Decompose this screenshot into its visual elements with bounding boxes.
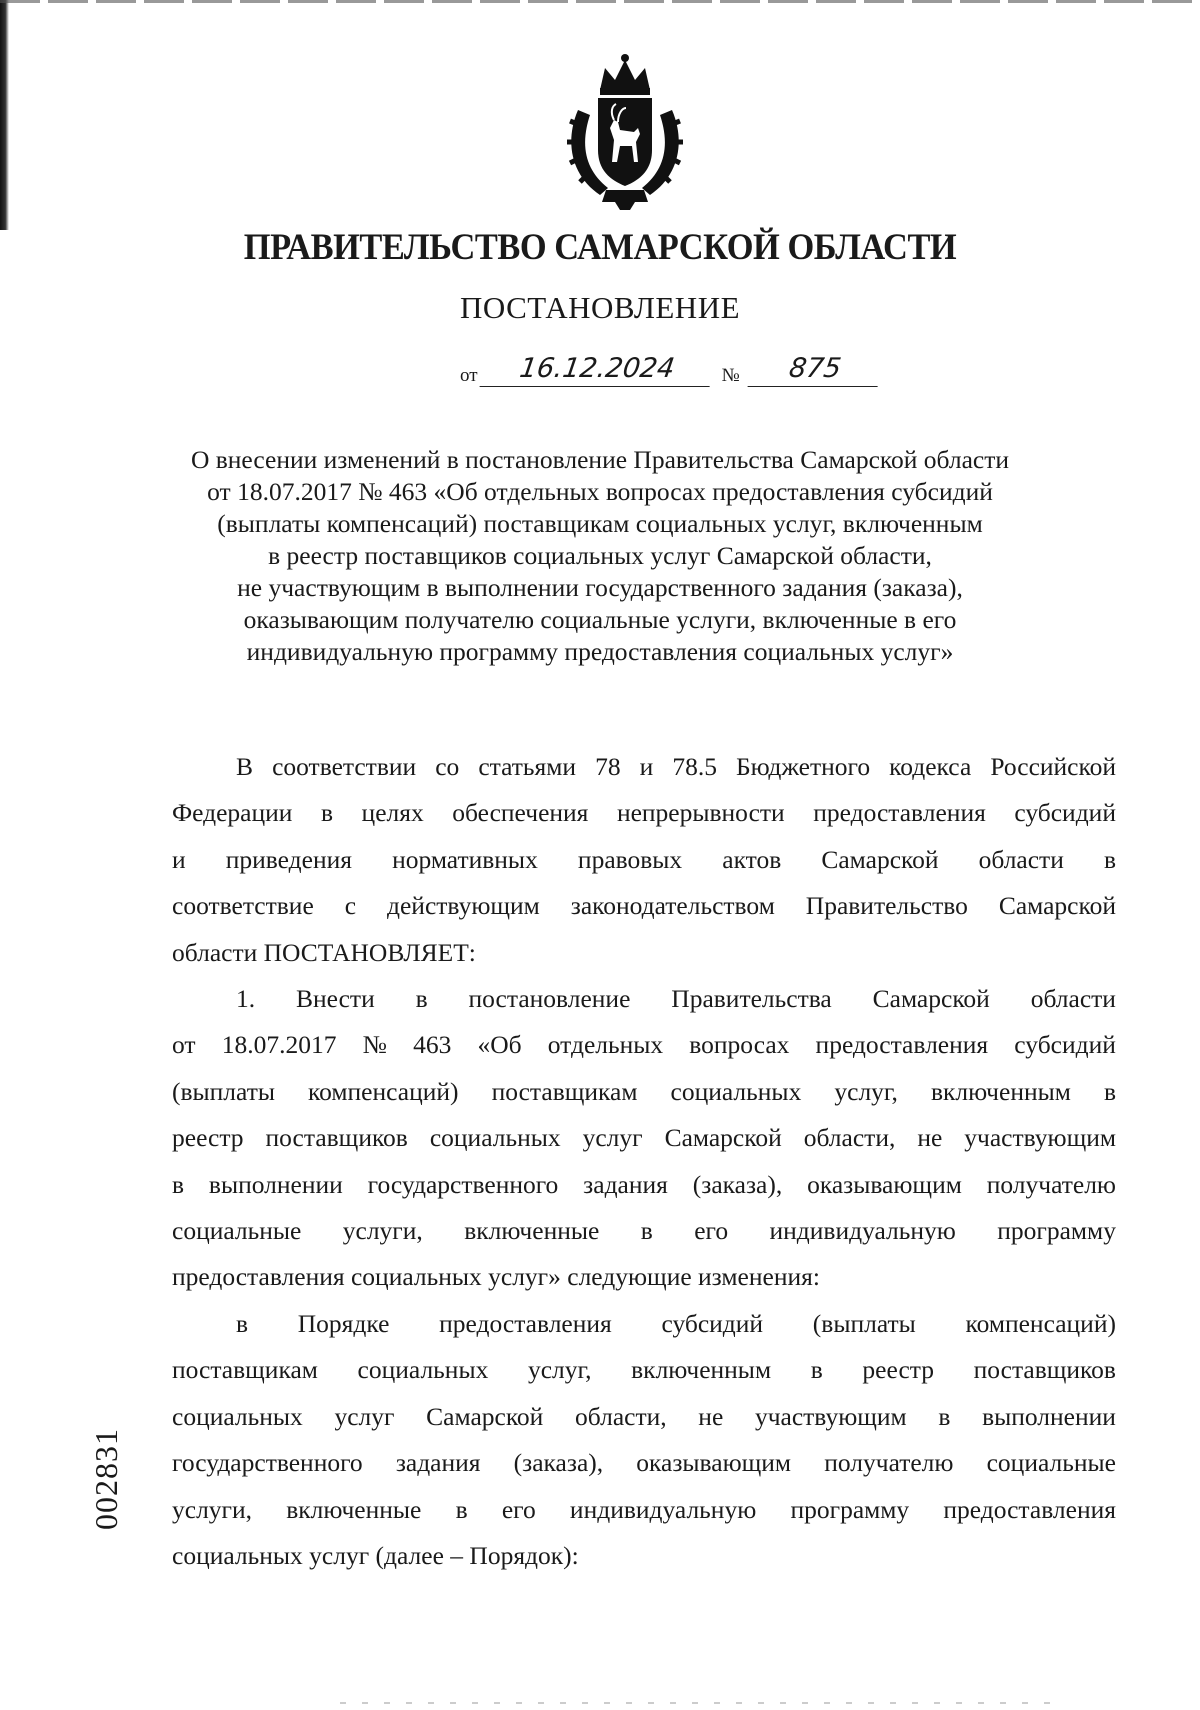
- word: Порядке: [297, 1308, 390, 1338]
- word: постановление: [468, 984, 631, 1014]
- word: участвующим: [754, 1401, 907, 1431]
- word: компенсаций): [308, 1076, 459, 1106]
- word: Правительства: [671, 984, 832, 1014]
- word: В: [236, 752, 254, 781]
- word: субсидий: [661, 1308, 764, 1338]
- word: Внести: [296, 984, 375, 1014]
- subject-line: индивидуальную программу предоставления социальных услуг»: [246, 637, 954, 666]
- word: вопросах: [689, 1030, 790, 1060]
- word: (заказа),: [513, 1448, 604, 1478]
- scan-dots-bottom: [340, 1702, 1060, 1704]
- word: выполнении: [982, 1401, 1116, 1431]
- word: актов: [722, 844, 782, 874]
- word: услуги,: [172, 1494, 253, 1524]
- word: Самарской: [998, 891, 1116, 921]
- word: субсидий: [1014, 798, 1116, 828]
- document-subject: [120, 444, 1080, 668]
- body-line: [172, 1440, 1116, 1486]
- body-line: [172, 1208, 1116, 1254]
- margin-stamp-number: 002831: [88, 1428, 124, 1530]
- body-line: [172, 1347, 1116, 1393]
- body-line: [172, 1162, 1116, 1208]
- body-line: [172, 1487, 1116, 1533]
- word: в: [172, 1169, 185, 1199]
- body-line: [172, 1069, 1116, 1115]
- body-line: [172, 1022, 1116, 1068]
- subject-line: О внесении изменений в постановление Правительства Самарской области: [190, 445, 1010, 474]
- word: социальные: [986, 1448, 1116, 1478]
- word: оказывающим: [807, 1169, 962, 1199]
- word: и: [639, 752, 654, 781]
- word: участвующим: [964, 1123, 1116, 1153]
- word: включенные: [286, 1494, 422, 1524]
- handwritten-date: 16.12.2024: [479, 352, 714, 387]
- word: законодательством: [570, 891, 775, 921]
- word: обеспечения: [452, 798, 589, 828]
- word: индивидуальную: [769, 1216, 956, 1246]
- scan-line-top: [0, 0, 1200, 3]
- word: задания: [583, 1169, 668, 1199]
- word: Бюджетного: [736, 752, 871, 781]
- word: предоставления: [813, 798, 986, 828]
- word: социальных: [670, 1076, 802, 1106]
- word: услуг: [582, 1123, 643, 1153]
- word: (выплаты: [812, 1308, 916, 1338]
- word: области: [1030, 984, 1116, 1014]
- word: Правительство: [805, 891, 968, 921]
- body-line: социальных услуг (далее – Порядок):: [172, 1540, 579, 1570]
- word: в: [455, 1494, 468, 1524]
- word: целях: [361, 798, 424, 828]
- word: Самарской: [426, 1401, 544, 1431]
- body-line: [172, 744, 1116, 790]
- word: его: [694, 1216, 729, 1246]
- word: и: [172, 844, 186, 874]
- word: социальных: [429, 1123, 561, 1153]
- word: реестр: [862, 1355, 934, 1385]
- word: включенные: [464, 1216, 600, 1246]
- word: включенным: [930, 1076, 1071, 1106]
- subject-line: в реестр поставщиков социальных услуг Самарской области,: [268, 541, 932, 570]
- word: непрерывности: [616, 798, 785, 828]
- word: статьями: [478, 752, 577, 781]
- word: Российской: [990, 752, 1116, 781]
- number-sign: №: [721, 365, 740, 386]
- word: соответствии: [272, 752, 417, 781]
- date-number-line: [460, 352, 880, 388]
- word: со: [435, 752, 460, 781]
- word: выполнении: [208, 1169, 343, 1199]
- body-line: [172, 1301, 1116, 1347]
- word: задания: [395, 1448, 481, 1478]
- body-line: [172, 837, 1116, 883]
- government-title: ПРАВИТЕЛЬСТВО САМАРСКОЙ ОБЛАСТИ: [243, 227, 957, 268]
- word: услуг,: [834, 1076, 898, 1106]
- word: предоставления: [815, 1030, 989, 1060]
- word: не: [917, 1123, 943, 1153]
- word: реестр: [172, 1123, 244, 1153]
- word: нормативных: [392, 844, 538, 874]
- body-line: [172, 1115, 1116, 1161]
- word: области: [978, 844, 1064, 874]
- word: 463: [413, 1030, 452, 1060]
- body-line: области ПОСТАНОВЛЯЕТ:: [172, 937, 476, 967]
- word: включенным: [631, 1355, 772, 1385]
- word: 78: [595, 752, 621, 781]
- word: услуг: [334, 1401, 395, 1431]
- word: №: [362, 1030, 387, 1060]
- word: 18.07.2017: [221, 1030, 337, 1060]
- document-type: ПОСТАНОВЛЕНИЕ: [459, 290, 741, 325]
- word: (заказа),: [692, 1169, 783, 1199]
- subject-line: оказывающим получателю социальные услуги, включенные в его: [243, 605, 957, 634]
- word: поставщиков: [265, 1123, 408, 1153]
- word: индивидуальную: [569, 1494, 757, 1524]
- word: в: [1103, 1076, 1116, 1106]
- scan-edge-left: [0, 0, 9, 230]
- word: 78.5: [672, 752, 717, 781]
- word: правовых: [577, 844, 683, 874]
- body-line: [172, 883, 1116, 929]
- word: действующим: [387, 891, 540, 921]
- word: поставщиков: [973, 1355, 1116, 1385]
- word: программу: [997, 1216, 1116, 1246]
- subject-line: не участвующим в выполнении государственного задания (заказа),: [237, 573, 963, 602]
- word: в: [640, 1216, 653, 1246]
- word: услуг,: [527, 1355, 592, 1385]
- word: в: [1103, 844, 1116, 874]
- word: отдельных: [547, 1030, 664, 1060]
- coat-of-arms-icon: [560, 50, 690, 210]
- body-line: предоставления социальных услуг» следующие изменения:: [172, 1262, 820, 1292]
- body-line: [172, 976, 1116, 1022]
- word: в: [415, 984, 428, 1014]
- word: компенсаций): [965, 1308, 1116, 1338]
- word: не: [698, 1401, 724, 1431]
- subject-line: от 18.07.2017 № 463 «Об отдельных вопросах предоставления субсидий: [207, 477, 993, 506]
- word: поставщикам: [172, 1355, 318, 1385]
- word: в: [810, 1355, 823, 1385]
- word: в: [320, 798, 334, 828]
- date-prefix: от: [460, 365, 478, 386]
- body-line: [172, 790, 1116, 836]
- word: кодекса: [889, 752, 972, 781]
- word: 1.: [236, 984, 256, 1014]
- word: его: [501, 1494, 536, 1524]
- word: услуги,: [342, 1216, 423, 1246]
- subject-line: (выплаты компенсаций) поставщикам социальных услуг, включенным: [217, 509, 983, 538]
- word: государственного: [367, 1169, 559, 1199]
- document-body: [172, 744, 1116, 1579]
- word: в: [236, 1308, 249, 1338]
- word: получателю: [824, 1448, 954, 1478]
- word: Самарской: [872, 984, 990, 1014]
- word: программу: [790, 1494, 910, 1524]
- word: предоставления: [439, 1308, 612, 1338]
- word: социальные: [172, 1216, 302, 1246]
- word: социальных: [172, 1401, 303, 1431]
- word: с: [344, 891, 357, 921]
- word: предоставления: [943, 1494, 1116, 1524]
- word: области,: [803, 1123, 896, 1153]
- word: области,: [575, 1401, 667, 1431]
- word: социальных: [357, 1355, 489, 1385]
- word: (выплаты: [172, 1076, 275, 1106]
- word: оказывающим: [636, 1448, 792, 1478]
- word: «Об: [477, 1030, 522, 1060]
- word: от: [172, 1030, 196, 1060]
- word: получателю: [986, 1169, 1116, 1199]
- word: соответствие: [172, 891, 314, 921]
- body-line: [172, 1394, 1116, 1440]
- word: Самарской: [821, 844, 939, 874]
- word: Федерации: [172, 798, 293, 828]
- word: государственного: [172, 1448, 363, 1478]
- word: Самарской: [664, 1123, 782, 1153]
- word: в: [938, 1401, 951, 1431]
- word: приведения: [225, 844, 352, 874]
- word: поставщикам: [491, 1076, 638, 1106]
- handwritten-number: 875: [747, 352, 882, 387]
- word: субсидий: [1014, 1030, 1116, 1060]
